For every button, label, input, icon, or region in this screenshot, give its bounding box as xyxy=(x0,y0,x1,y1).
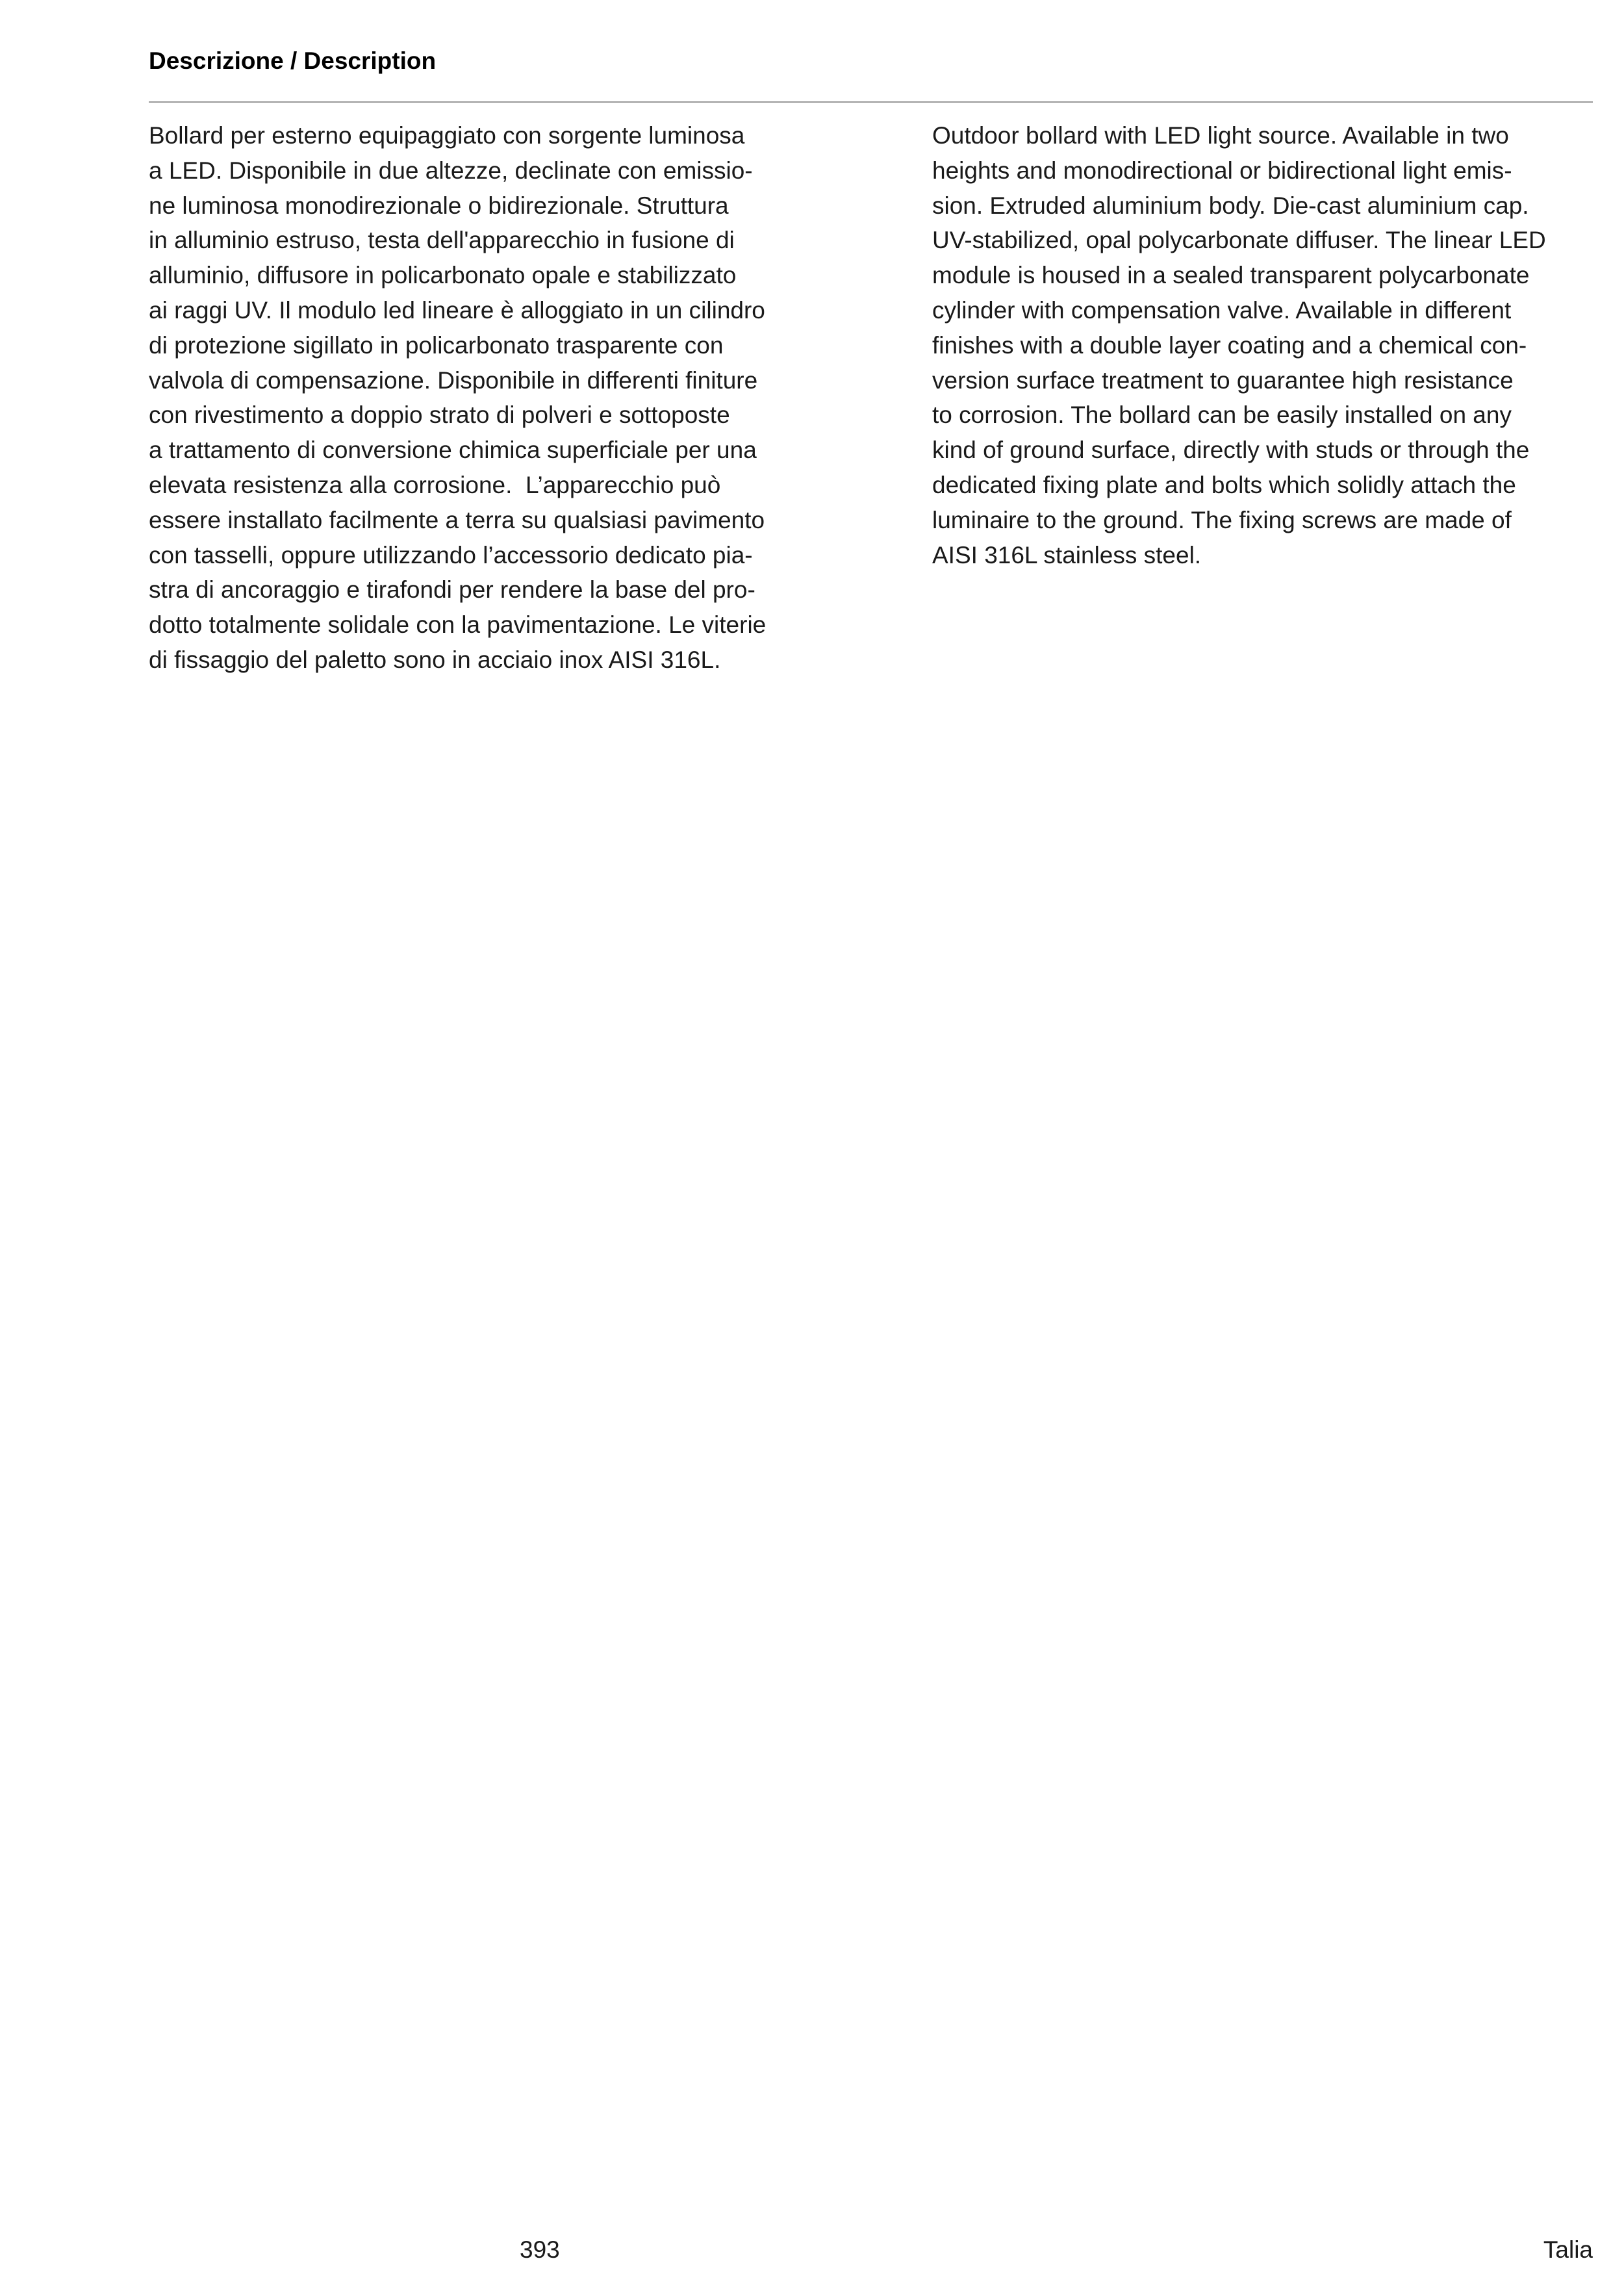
text-line: kind of ground surface, directly with studs or through the xyxy=(932,437,1530,464)
page-number: 393 xyxy=(520,2236,560,2263)
section-title: Descrizione / Description xyxy=(149,47,437,74)
text-line: con rivestimento a doppio strato di polveri e sottoposte xyxy=(149,402,730,429)
product-name: Talia xyxy=(1543,2236,1593,2263)
header-divider xyxy=(149,101,1593,103)
text-line: alluminio, diffusore in policarbonato opale e stabilizzato xyxy=(149,262,737,289)
text-line: cylinder with compensation valve. Available in different xyxy=(932,296,1512,324)
text-line: a LED. Disponibile in due altezze, declinate con emissio- xyxy=(149,157,753,184)
text-line: luminaire to the ground. The fixing screws are made of xyxy=(932,506,1512,533)
text-line: to corrosion. The bollard can be easily installed on any xyxy=(932,402,1512,429)
text-line: sion. Extruded aluminium body. Die-cast aluminium cap. xyxy=(932,192,1529,219)
text-line: AISI 316L stainless steel. xyxy=(932,541,1202,568)
text-line: version surface treatment to guarantee high resistance xyxy=(932,366,1514,394)
text-line: finishes with a double layer coating and a chemical con- xyxy=(932,331,1527,359)
text-line: Bollard per esterno equipaggiato con sorgente luminosa xyxy=(149,122,745,149)
text-line: a trattamento di conversione chimica superficiale per una xyxy=(149,437,757,464)
text-line: essere installato facilmente a terra su qualsiasi pavimento xyxy=(149,506,765,533)
text-line: valvola di compensazione. Disponibile in differenti finiture xyxy=(149,366,758,394)
text-line: ne luminosa monodirezionale o bidirezionale. Struttura xyxy=(149,192,729,219)
text-line: dedicated fixing plate and bolts which solidly attach the xyxy=(932,471,1516,498)
text-line: stra di ancoraggio e tirafondi per rendere la base del pro- xyxy=(149,576,755,604)
text-line: module is housed in a sealed transparent polycarbonate xyxy=(932,262,1530,289)
text-line: di protezione sigillato in policarbonato trasparente con xyxy=(149,331,724,359)
text-line: in alluminio estruso, testa dell'apparecchio in fusione di xyxy=(149,227,735,254)
text-line: UV-stabilized, opal polycarbonate diffuser. The linear LED xyxy=(932,227,1546,254)
text-line: elevata resistenza alla corrosione. L’apparecchio può xyxy=(149,471,721,498)
text-line: heights and monodirectional or bidirectional light emis- xyxy=(932,157,1512,184)
description-italian xyxy=(149,118,766,678)
text-line: dotto totalmente solidale con la pavimentazione. Le viterie xyxy=(149,611,767,639)
text-line: di fissaggio del paletto sono in acciaio inox AISI 316L. xyxy=(149,646,721,673)
text-line: ai raggi UV. Il modulo led lineare è alloggiato in un cilindro xyxy=(149,296,765,324)
description-english xyxy=(932,118,1546,572)
text-line: Outdoor bollard with LED light source. Available in two xyxy=(932,122,1509,149)
text-line: con tasselli, oppure utilizzando l’accessorio dedicato pia- xyxy=(149,541,753,568)
